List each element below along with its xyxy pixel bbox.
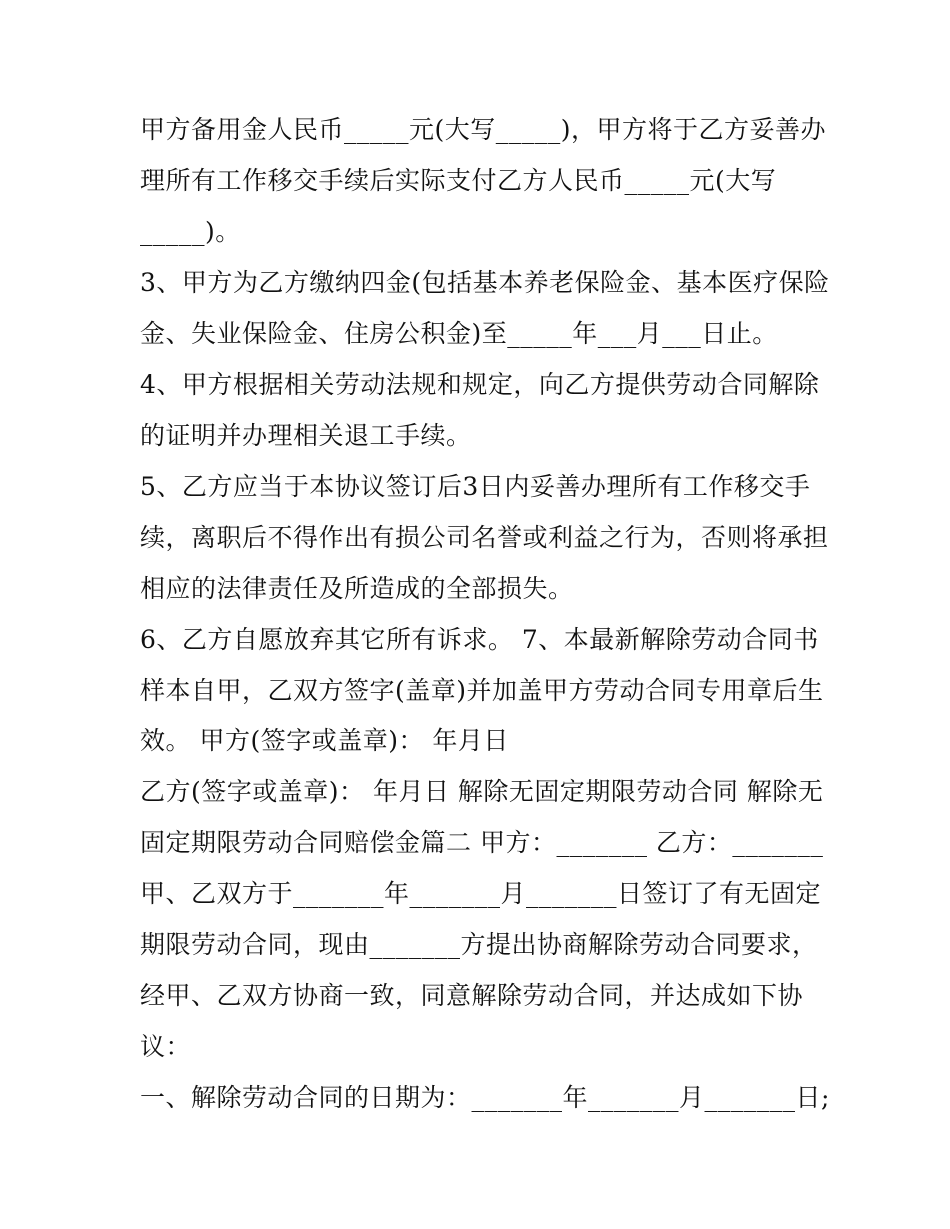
text-line: 甲方备用金人民币_____元(大写_____)，甲方将于乙方妥善办 [140, 115, 827, 144]
text-line: 甲、乙双方于_______年_______月_______日签订了有无固定 [140, 879, 822, 908]
text-line: 样本自甲，乙双方签字(盖章)并加盖甲方劳动合同专用章后生 [140, 676, 824, 705]
text-line: 续，离职后不得作出有损公司名誉或利益之行为，否则将承担 [140, 523, 829, 552]
text-line: 的证明并办理相关退工手续。 [140, 421, 472, 450]
text-line: 效。 甲方(签字或盖章)： 年月日 [140, 726, 509, 755]
text-line: 固定期限劳动合同赔偿金篇二 甲方：_______ 乙方：_______ [140, 828, 824, 857]
text-line: 议： [140, 1032, 192, 1061]
text-line: 期限劳动合同，现由_______方提出协商解除劳动合同要求， [140, 930, 818, 959]
text-line: 相应的法律责任及所造成的全部损失。 [140, 574, 574, 603]
text-line: 乙方(签字或盖章)： 年月日 解除无固定期限劳动合同 解除无 [140, 777, 824, 806]
text-line: 5、乙方应当于本协议签订后3日内妥善办理所有工作移交手 [140, 472, 811, 501]
text-line: 3、甲方为乙方缴纳四金(包括基本养老保险金、基本医疗保险 [140, 268, 830, 297]
text-line: 理所有工作移交手续后实际支付乙方人民币_____元(大写 [140, 166, 777, 195]
text-line: 一、解除劳动合同的日期为：_______年_______月_______日; [140, 1083, 830, 1112]
text-line: 经甲、乙双方协商一致，同意解除劳动合同，并达成如下协 [140, 981, 804, 1010]
text-line: 4、甲方根据相关劳动法规和规定，向乙方提供劳动合同解除 [140, 370, 820, 399]
text-line: 金、失业保险金、住房公积金)至_____年___月___日止。 [140, 319, 778, 348]
text-line: 6、乙方自愿放弃其它所有诉求。 7、本最新解除劳动合同书 [140, 625, 819, 654]
text-line: _____)。 [140, 217, 241, 246]
